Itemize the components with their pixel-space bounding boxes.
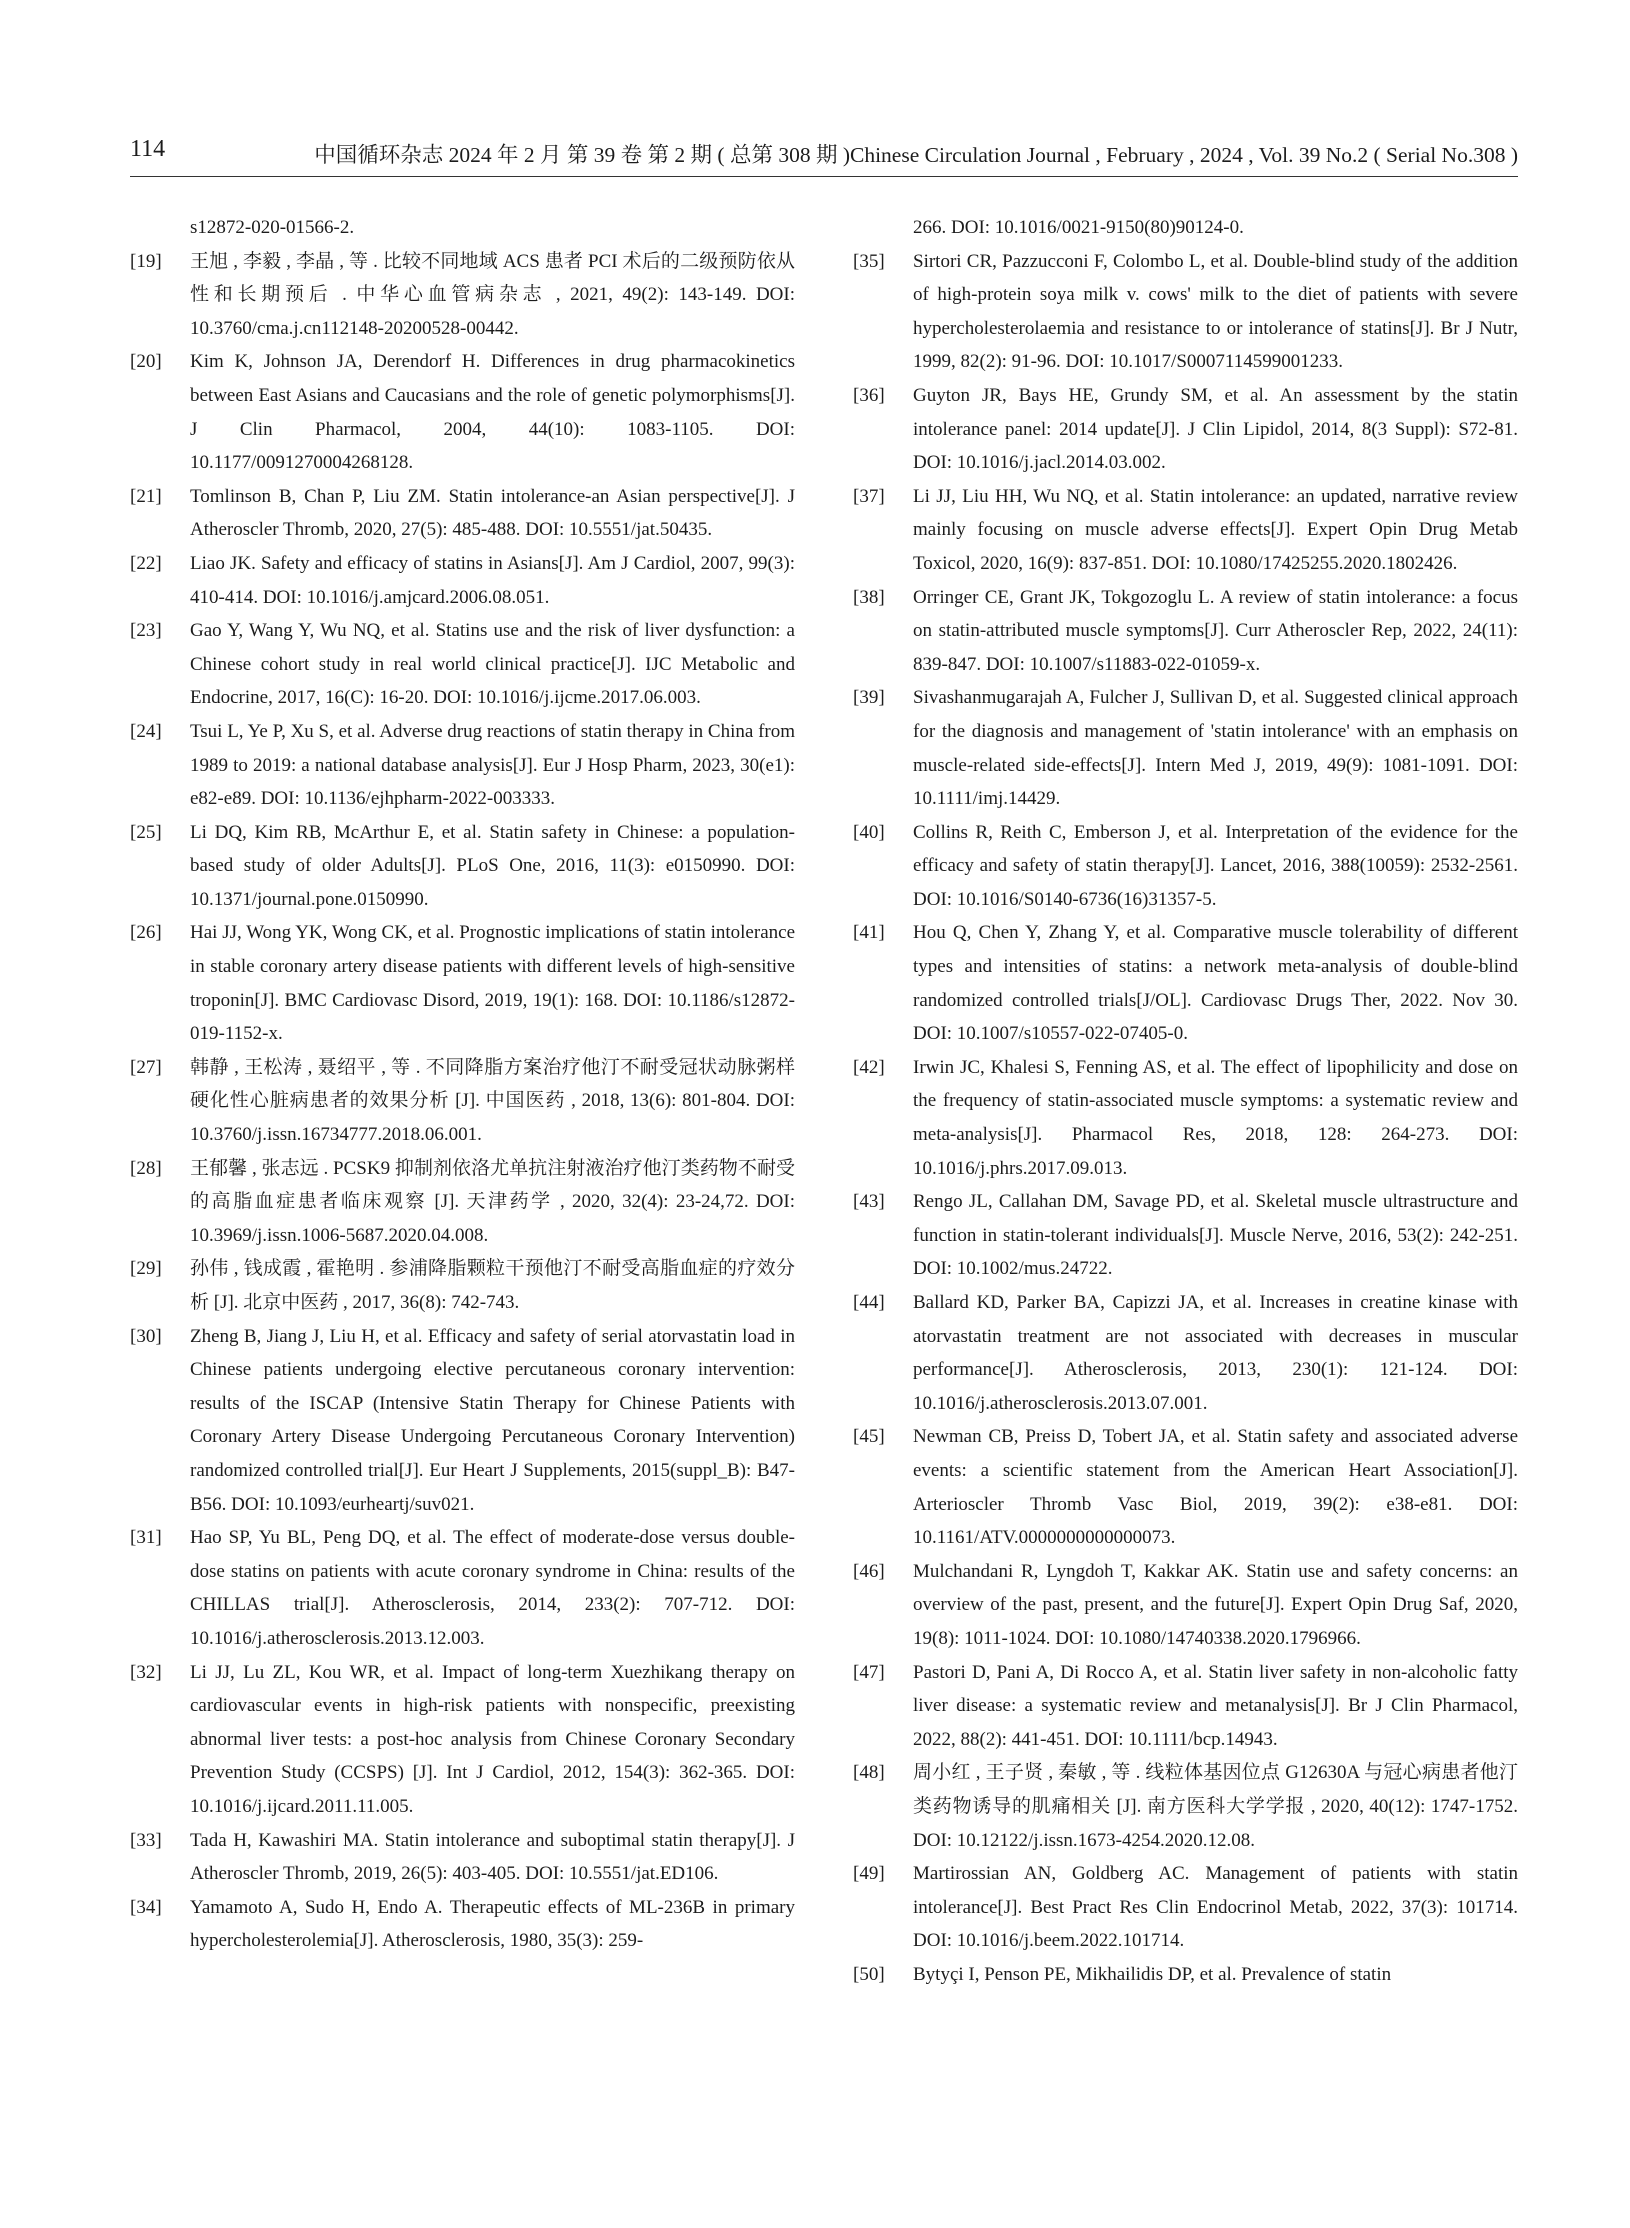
reference-entry — [853, 1756, 1518, 1857]
reference-text: Gao Y, Wang Y, Wu NQ, et al. Statins use and the risk of liver dysfunction: a Chinese cohort study in real world clinical practice[J]. IJC Metabolic and Endocrine, 2017, 16(C): 16-20. DOI: 10.1016/j.ijcme.2017.06.003. — [190, 620, 795, 709]
reference-entry — [853, 480, 1518, 581]
reference-entry — [130, 1656, 795, 1824]
reference-text: Rengo JL, Callahan DM, Savage PD, et al. Skeletal muscle ultrastructure and function in statin-tolerant individuals[J]. Muscle Nerve, 2016, 53(2): 242-251. DOI: 10.1002/mus.24722. — [913, 1191, 1518, 1280]
reference-number: [31] — [130, 1527, 162, 1549]
reference-text: Liao JK. Safety and efficacy of statins in Asians[J]. Am J Cardiol, 2007, 99(3): 410-414. DOI: 10.1016/j.amjcard.2006.08.051. — [190, 552, 795, 608]
reference-number: [19] — [130, 250, 162, 272]
reference-text: 王郁馨 , 张志远 . PCSK9 抑制剂依洛尤单抗注射液治疗他汀类药物不耐受的高脂血症患者临床观察 [J]. 天津药学 , 2020, 32(4): 23-24,72. DOI: 10.3969/j.issn.1006-5687.2020.04.008. — [190, 1157, 795, 1246]
reference-entry — [853, 245, 1518, 379]
reference-text: Li JJ, Lu ZL, Kou WR, et al. Impact of long-term Xuezhikang therapy on cardiovascular events in high-risk patients with nonspecific, preexisting abnormal liver tests: a post-hoc analysis from Chinese Coronary Secondary Prevention Study (CCSPS) [J]. Int J Cardiol, 2012, 154(3): 362-365. DOI: 10.1016/j.ijcard.2011.11.005. — [190, 1661, 795, 1817]
reference-entry — [130, 1824, 795, 1891]
reference-text: Pastori D, Pani A, Di Rocco A, et al. Statin liver safety in non-alcoholic fatty liver disease: a systematic review and metanalysis[J]. Br J Clin Pharmacol, 2022, 88(2): 441-451. DOI: 10.1111/bcp.14943. — [913, 1661, 1518, 1750]
reference-entry — [130, 245, 795, 346]
reference-entry — [853, 1656, 1518, 1757]
reference-entry — [130, 715, 795, 816]
reference-entry — [853, 1555, 1518, 1656]
reference-text: Sirtori CR, Pazzucconi F, Colombo L, et al. Double-blind study of the addition of high-protein soya milk v. cows' milk to the diet of patients with severe hypercholesterolaemia and resistance to or intolerance of statins[J]. Br J Nutr, 1999, 82(2): 91-96. DOI: 10.1017/S0007114599001233. — [913, 250, 1518, 373]
reference-number: [25] — [130, 821, 162, 843]
reference-number: [47] — [853, 1661, 885, 1683]
reference-text: Tomlinson B, Chan P, Liu ZM. Statin intolerance-an Asian perspective[J]. J Atheroscler Thromb, 2020, 27(5): 485-488. DOI: 10.5551/jat.50435. — [190, 485, 795, 541]
reference-entry — [853, 581, 1518, 682]
reference-entry — [853, 379, 1518, 480]
reference-text: Tsui L, Ye P, Xu S, et al. Adverse drug reactions of statin therapy in China from 1989 to 2019: a national database analysis[J]. Eur J Hosp Pharm, 2023, 30(e1): e82-e89. DOI: 10.1136/ejhpharm-2022-003333. — [190, 720, 796, 810]
reference-entry — [130, 816, 795, 917]
reference-number: [30] — [130, 1325, 162, 1347]
reference-number: [23] — [130, 620, 162, 642]
header-rule — [130, 176, 1518, 177]
reference-text: Kim K, Johnson JA, Derendorf H. Differences in drug pharmacokinetics between East Asians and Caucasians and the role of genetic polymorphisms[J]. J Clin Pharmacol, 2004, 44(10): 1083-1105. DOI: 10.1177/0091270004268128. — [190, 351, 795, 474]
reference-number: [34] — [130, 1896, 162, 1918]
reference-number: [43] — [853, 1191, 885, 1213]
reference-entry — [130, 547, 795, 614]
reference-text: Li DQ, Kim RB, McArthur E, et al. Statin safety in Chinese: a population-based study of older Adults[J]. PLoS One, 2016, 11(3): e0150990. DOI: 10.1371/journal.pone.0150990. — [190, 821, 795, 910]
reference-number: [35] — [853, 250, 885, 272]
reference-entry — [130, 1521, 795, 1655]
reference-text: Martirossian AN, Goldberg AC. Management of patients with statin intolerance[J]. Best Pract Res Clin Endocrinol Metab, 2022, 37(3): 101714. DOI: 10.1016/j.beem.2022.101714. — [913, 1863, 1518, 1952]
reference-number: [27] — [130, 1056, 162, 1078]
reference-text: Guyton JR, Bays HE, Grundy SM, et al. An assessment by the statin intolerance panel: 2014 update[J]. J Clin Lipidol, 2014, 8(3 Suppl): S72-81. DOI: 10.1016/j.jacl.2014.03.002. — [913, 384, 1518, 474]
reference-column-right — [853, 211, 1518, 1991]
reference-text: Ballard KD, Parker BA, Capizzi JA, et al. Increases in creatine kinase with atorvastatin treatment are not associated with decreases in muscular performance[J]. Atherosclerosis, 2013, 230(1): 121-124. DOI: 10.1016/j.atherosclerosis.2013.07.001. — [913, 1292, 1518, 1414]
reference-number: [20] — [130, 351, 162, 373]
reference-entry — [853, 916, 1518, 1050]
reference-number: [45] — [853, 1426, 885, 1448]
reference-number: [44] — [853, 1292, 885, 1313]
reference-number: [37] — [853, 485, 885, 507]
reference-number: [22] — [130, 552, 162, 574]
reference-entry — [853, 1420, 1518, 1554]
reference-number: [42] — [853, 1056, 885, 1078]
reference-text: 266. DOI: 10.1016/0021-9150(80)90124-0. — [913, 217, 1244, 238]
reference-text: Zheng B, Jiang J, Liu H, et al. Efficacy and safety of serial atorvastatin load in Chinese patients undergoing elective percutaneous coronary intervention: results of the ISCAP (Intensive Statin Therapy for Chinese Patients with Coronary Artery Disease Undergoing Percutaneous Coronary Intervention) randomized controlled trial[J]. Eur Heart J Supplements, 2015(suppl_B): B47-B56. DOI: 10.1093/eurheartj/suv021. — [190, 1325, 795, 1515]
reference-entry — [130, 1891, 795, 1958]
reference-number: [32] — [130, 1661, 162, 1683]
reference-entry — [853, 816, 1518, 917]
reference-number: [33] — [130, 1829, 162, 1851]
reference-number: [46] — [853, 1560, 885, 1582]
reference-text: Collins R, Reith C, Emberson J, et al. Interpretation of the evidence for the efficacy and safety of statin therapy[J]. Lancet, 2016, 388(10059): 2532-2561. DOI: 10.1016/S0140-6736(16)31357-5. — [913, 821, 1518, 910]
reference-number: [36] — [853, 384, 885, 406]
reference-text: s12872-020-01566-2. — [190, 217, 355, 238]
reference-entry — [853, 1286, 1518, 1420]
reference-entry — [853, 681, 1518, 815]
reference-entry — [130, 1320, 795, 1522]
reference-entry — [130, 916, 795, 1050]
reference-text: Hou Q, Chen Y, Zhang Y, et al. Comparative muscle tolerability of different types and intensities of statins: a network meta-analysis of double-blind randomized controlled trials[J/OL]. Cardiovasc Drugs Ther, 2022. Nov 30. DOI: 10.1007/s10557-022-07405-0. — [913, 922, 1518, 1045]
page-number: 114 — [130, 136, 166, 162]
reference-text: 孙伟 , 钱成霞 , 霍艳明 . 参浦降脂颗粒干预他汀不耐受高脂血症的疗效分析 [J]. 北京中医药 , 2017, 36(8): 742-743. — [190, 1258, 795, 1313]
reference-text: Yamamoto A, Sudo H, Endo A. Therapeutic effects of ML-236B in primary hypercholesterolemia[J]. Atherosclerosis, 1980, 35(3): 259- — [190, 1896, 795, 1952]
reference-entry — [130, 614, 795, 715]
reference-entry — [853, 1051, 1518, 1185]
reference-text: Mulchandani R, Lyngdoh T, Kakkar AK. Statin use and safety concerns: an overview of the past, present, and the future[J]. Expert Opin Drug Saf, 2020, 19(8): 1011-1024. DOI: 10.1080/14740338.2020.1796966. — [913, 1560, 1518, 1649]
reference-text: Sivashanmugarajah A, Fulcher J, Sullivan D, et al. Suggested clinical approach for the diagnosis and management of 'statin intolerance' with an emphasis on muscle-related side-effects[J]. Intern Med J, 2019, 49(9): 1081-1091. DOI: 10.1111/imj.14429. — [913, 687, 1518, 810]
reference-entry — [853, 1958, 1518, 1992]
reference-entry — [130, 480, 795, 547]
reference-entry — [853, 1857, 1518, 1958]
reference-number: [29] — [130, 1258, 162, 1280]
reference-entry — [130, 1152, 795, 1253]
reference-column-left — [130, 211, 795, 1958]
reference-number: [28] — [130, 1157, 162, 1179]
reference-entry — [130, 345, 795, 479]
reference-text: 王旭 , 李毅 , 李晶 , 等 . 比较不同地域 ACS 患者 PCI 术后的二级预防依从性和长期预后 . 中华心血管病杂志 , 2021, 49(2): 143-149. DOI: 10.3760/cma.j.cn112148-20200528-00442. — [190, 250, 795, 339]
reference-text: Hao SP, Yu BL, Peng DQ, et al. The effect of moderate-dose versus double-dose statins on patients with acute coronary syndrome in China: results of the CHILLAS trial[J]. Atherosclerosis, 2014, 233(2): 707-712. DOI: 10.1016/j.atherosclerosis.2013.12.003. — [190, 1527, 795, 1649]
reference-number: [38] — [853, 586, 885, 608]
reference-number: [39] — [853, 687, 885, 709]
reference-text: 韩静 , 王松涛 , 聂绍平 , 等 . 不同降脂方案治疗他汀不耐受冠状动脉粥样硬化性心脏病患者的效果分析 [J]. 中国医药 , 2018, 13(6): 801-804. DOI: 10.3760/j.issn.16734777.2018.06.001. — [190, 1056, 795, 1146]
reference-text: Newman CB, Preiss D, Tobert JA, et al. Statin safety and associated adverse events: a scientific statement from the American Heart Association[J]. Arterioscler Thromb Vasc Biol, 2019, 39(2): e38-e81. DOI: 10.1161/ATV.0000000000000073. — [913, 1426, 1518, 1549]
reference-number: [49] — [853, 1863, 885, 1885]
reference-continuation — [130, 211, 795, 245]
reference-text: Irwin JC, Khalesi S, Fenning AS, et al. The effect of lipophilicity and dose on the frequency of statin-associated muscle symptoms: a systematic review and meta-analysis[J]. Pharmacol Res, 2018, 128: 264-273. DOI: 10.1016/j.phrs.2017.09.013. — [913, 1056, 1518, 1179]
reference-number: [41] — [853, 922, 885, 944]
reference-text: Orringer CE, Grant JK, Tokgozoglu L. A review of statin intolerance: a focus on statin-attributed muscle symptoms[J]. Curr Atheroscler Rep, 2022, 24(11): 839-847. DOI: 10.1007/s11883-022-01059-x. — [913, 586, 1518, 675]
reference-text: 周小红 , 王子贤 , 秦敏 , 等 . 线粒体基因位点 G12630A 与冠心病患者他汀类药物诱导的肌痛相关 [J]. 南方医科大学学报 , 2020, 40(12): 1747-1752. DOI: 10.12122/j.issn.1673-4254.2020.12.08. — [913, 1762, 1518, 1851]
reference-number: [40] — [853, 821, 885, 843]
reference-text: Tada H, Kawashiri MA. Statin intolerance and suboptimal statin therapy[J]. J Atheroscler Thromb, 2019, 26(5): 403-405. DOI: 10.5551/jat.ED106. — [190, 1829, 795, 1885]
reference-text: Bytyçi I, Penson PE, Mikhailidis DP, et al. Prevalence of statin — [913, 1963, 1392, 1985]
reference-entry — [853, 1185, 1518, 1286]
reference-number: [48] — [853, 1762, 885, 1784]
running-header: 中国循环杂志 2024 年 2 月 第 39 卷 第 2 期 ( 总第 308 期 )Chinese Circulation Journal , February , 2024 , Vol. 39 No.2 ( Serial No.308 ) — [314, 143, 1518, 167]
reference-text: Hai JJ, Wong YK, Wong CK, et al. Prognostic implications of statin intolerance in stable coronary artery disease patients with different levels of high-sensitive troponin[J]. BMC Cardiovasc Disord, 2019, 19(1): 168. DOI: 10.1186/s12872-019-1152-x. — [190, 922, 795, 1045]
reference-number: [26] — [130, 922, 162, 944]
reference-number: [21] — [130, 485, 162, 507]
reference-number: [50] — [853, 1963, 885, 1985]
reference-number: [24] — [130, 720, 162, 742]
reference-text: Li JJ, Liu HH, Wu NQ, et al. Statin intolerance: an updated, narrative review mainly focusing on muscle adverse effects[J]. Expert Opin Drug Metab Toxicol, 2020, 16(9): 837-851. DOI: 10.1080/17425255.2020.1802426. — [913, 485, 1518, 574]
reference-entry — [130, 1252, 795, 1319]
reference-continuation — [853, 211, 1518, 245]
reference-entry — [130, 1051, 795, 1152]
